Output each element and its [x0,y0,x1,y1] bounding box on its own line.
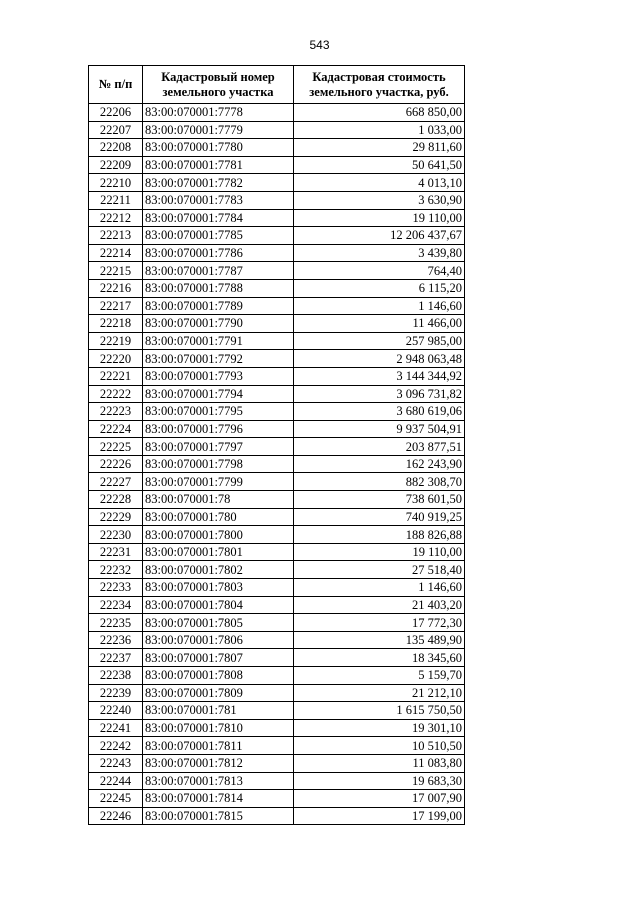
table-row [89,561,465,579]
cadastral-number-cell: 83:00:070001:7809 [143,684,294,702]
cadastral-value-cell: 1 146,60 [294,297,465,315]
cadastral-number-cell: 83:00:070001:7813 [143,772,294,790]
row-number-cell: 22246 [89,807,143,825]
cadastral-number-cell: 83:00:070001:7806 [143,631,294,649]
cadastral-value-cell: 1 615 750,50 [294,702,465,720]
row-number-cell: 22212 [89,209,143,227]
cadastral-value-cell: 21 212,10 [294,684,465,702]
table-row [89,227,465,245]
cadastral-value-cell: 17 007,90 [294,790,465,808]
row-number-cell: 22244 [89,772,143,790]
table-row [89,438,465,456]
row-number-cell: 22218 [89,315,143,333]
row-number-cell: 22224 [89,420,143,438]
row-number-cell: 22232 [89,561,143,579]
row-number-cell: 22231 [89,543,143,561]
cadastral-value-cell: 19 683,30 [294,772,465,790]
cadastral-number-cell: 83:00:070001:7784 [143,209,294,227]
cadastral-value-cell: 1 146,60 [294,579,465,597]
table-row [89,737,465,755]
cadastral-number-cell: 83:00:070001:7807 [143,649,294,667]
table-row [89,526,465,544]
cadastral-value-cell: 18 345,60 [294,649,465,667]
table-row [89,244,465,262]
table-row [89,702,465,720]
row-number-cell: 22227 [89,473,143,491]
row-number-cell: 22221 [89,367,143,385]
cadastral-value-cell: 882 308,70 [294,473,465,491]
row-number-cell: 22225 [89,438,143,456]
row-number-cell: 22233 [89,579,143,597]
table-row [89,473,465,491]
cadastral-number-cell: 83:00:070001:7811 [143,737,294,755]
row-number-cell: 22213 [89,227,143,245]
table-row [89,684,465,702]
cadastral-number-cell: 83:00:070001:7794 [143,385,294,403]
row-number-cell: 22226 [89,455,143,473]
cadastral-number-cell: 83:00:070001:7801 [143,543,294,561]
table-row [89,491,465,509]
cadastral-number-cell: 83:00:070001:7786 [143,244,294,262]
table-row [89,807,465,825]
table-row [89,262,465,280]
cadastral-number-cell: 83:00:070001:7787 [143,262,294,280]
row-number-cell: 22215 [89,262,143,280]
cadastral-number-cell: 83:00:070001:7791 [143,332,294,350]
cadastral-number-cell: 83:00:070001:781 [143,702,294,720]
cadastral-number-cell: 83:00:070001:7812 [143,754,294,772]
cadastral-number-cell: 83:00:070001:7792 [143,350,294,368]
row-number-cell: 22219 [89,332,143,350]
row-number-cell: 22236 [89,631,143,649]
table-row [89,385,465,403]
cadastral-number-cell: 83:00:070001:7780 [143,139,294,157]
row-number-cell: 22228 [89,491,143,509]
cadastral-value-cell: 3 630,90 [294,191,465,209]
table-row [89,420,465,438]
row-number-cell: 22211 [89,191,143,209]
row-number-cell: 22208 [89,139,143,157]
cadastral-number-cell: 83:00:070001:7788 [143,279,294,297]
cadastral-number-cell: 83:00:070001:7793 [143,367,294,385]
table-row [89,719,465,737]
cadastral-value-cell: 3 680 619,06 [294,403,465,421]
cadastral-value-cell: 27 518,40 [294,561,465,579]
header-cadastral-value: Кадастровая стоимость земельного участка, руб. [294,66,465,104]
cadastral-value-cell: 135 489,90 [294,631,465,649]
row-number-cell: 22223 [89,403,143,421]
cadastral-value-cell: 3 144 344,92 [294,367,465,385]
row-number-cell: 22230 [89,526,143,544]
cadastral-number-cell: 83:00:070001:7815 [143,807,294,825]
cadastral-value-cell: 19 110,00 [294,209,465,227]
row-number-cell: 22238 [89,667,143,685]
cadastral-number-cell: 83:00:070001:7797 [143,438,294,456]
cadastral-value-cell: 9 937 504,91 [294,420,465,438]
cadastral-number-cell: 83:00:070001:7808 [143,667,294,685]
cadastral-value-cell: 11 466,00 [294,315,465,333]
row-number-cell: 22206 [89,104,143,122]
cadastral-number-cell: 83:00:070001:7810 [143,719,294,737]
row-number-cell: 22241 [89,719,143,737]
cadastral-number-cell: 83:00:070001:7795 [143,403,294,421]
cadastral-value-cell: 668 850,00 [294,104,465,122]
row-number-cell: 22217 [89,297,143,315]
row-number-cell: 22243 [89,754,143,772]
header-row-number: № п/п [89,66,143,104]
cadastral-value-cell: 21 403,20 [294,596,465,614]
cadastral-number-cell: 83:00:070001:7800 [143,526,294,544]
cadastral-number-cell: 83:00:070001:78 [143,491,294,509]
row-number-cell: 22220 [89,350,143,368]
table-row [89,104,465,122]
row-number-cell: 22207 [89,121,143,139]
cadastral-value-cell: 3 439,80 [294,244,465,262]
cadastral-number-cell: 83:00:070001:7789 [143,297,294,315]
table-row [89,508,465,526]
table-row [89,649,465,667]
cadastral-value-cell: 1 033,00 [294,121,465,139]
row-number-cell: 22242 [89,737,143,755]
table-row [89,209,465,227]
row-number-cell: 22209 [89,156,143,174]
cadastral-value-cell: 203 877,51 [294,438,465,456]
table-row [89,315,465,333]
cadastral-number-cell: 83:00:070001:7796 [143,420,294,438]
cadastral-number-cell: 83:00:070001:7798 [143,455,294,473]
cadastral-value-cell: 17 199,00 [294,807,465,825]
table-row [89,191,465,209]
cadastral-value-cell: 17 772,30 [294,614,465,632]
table-row [89,121,465,139]
table-row [89,156,465,174]
row-number-cell: 22240 [89,702,143,720]
row-number-cell: 22239 [89,684,143,702]
row-number-cell: 22229 [89,508,143,526]
row-number-cell: 22234 [89,596,143,614]
cadastral-number-cell: 83:00:070001:7814 [143,790,294,808]
cadastral-value-cell: 740 919,25 [294,508,465,526]
cadastral-value-cell: 4 013,10 [294,174,465,192]
cadastral-value-cell: 11 083,80 [294,754,465,772]
cadastral-number-cell: 83:00:070001:780 [143,508,294,526]
table-row [89,754,465,772]
header-cadastral-number: Кадастровый номер земельного участка [143,66,294,104]
cadastral-value-cell: 3 096 731,82 [294,385,465,403]
cadastral-number-cell: 83:00:070001:7802 [143,561,294,579]
table-row [89,332,465,350]
cadastral-value-cell: 162 243,90 [294,455,465,473]
table-row [89,772,465,790]
table-row [89,543,465,561]
row-number-cell: 22235 [89,614,143,632]
table-row [89,297,465,315]
page-number: 543 [309,38,330,52]
table-row [89,631,465,649]
cadastral-value-cell: 188 826,88 [294,526,465,544]
cadastral-number-cell: 83:00:070001:7799 [143,473,294,491]
row-number-cell: 22237 [89,649,143,667]
cadastral-number-cell: 83:00:070001:7785 [143,227,294,245]
cadastral-number-cell: 83:00:070001:7804 [143,596,294,614]
table-row [89,579,465,597]
table-row [89,139,465,157]
cadastral-value-cell: 19 301,10 [294,719,465,737]
table-row [89,667,465,685]
table-row [89,403,465,421]
cadastral-value-cell: 50 641,50 [294,156,465,174]
cadastral-value-cell: 29 811,60 [294,139,465,157]
cadastral-value-cell: 5 159,70 [294,667,465,685]
cadastral-value-cell: 12 206 437,67 [294,227,465,245]
table-row [89,279,465,297]
cadastral-number-cell: 83:00:070001:7790 [143,315,294,333]
row-number-cell: 22245 [89,790,143,808]
cadastral-number-cell: 83:00:070001:7779 [143,121,294,139]
table-row [89,614,465,632]
cadastral-value-cell: 257 985,00 [294,332,465,350]
table-row [89,350,465,368]
cadastral-number-cell: 83:00:070001:7782 [143,174,294,192]
cadastral-number-cell: 83:00:070001:7805 [143,614,294,632]
table-row [89,455,465,473]
cadastral-value-cell: 19 110,00 [294,543,465,561]
cadastral-value-cell: 6 115,20 [294,279,465,297]
table-body [89,104,465,825]
table-row [89,596,465,614]
cadastral-number-cell: 83:00:070001:7783 [143,191,294,209]
row-number-cell: 22222 [89,385,143,403]
table-row [89,790,465,808]
row-number-cell: 22210 [89,174,143,192]
cadastral-number-cell: 83:00:070001:7781 [143,156,294,174]
cadastral-value-table [88,65,465,825]
cadastral-value-cell: 738 601,50 [294,491,465,509]
cadastral-value-cell: 2 948 063,48 [294,350,465,368]
cadastral-number-cell: 83:00:070001:7778 [143,104,294,122]
table-row [89,174,465,192]
cadastral-value-cell: 10 510,50 [294,737,465,755]
cadastral-value-cell: 764,40 [294,262,465,280]
table-header-row [89,66,465,104]
row-number-cell: 22216 [89,279,143,297]
cadastral-number-cell: 83:00:070001:7803 [143,579,294,597]
row-number-cell: 22214 [89,244,143,262]
table-row [89,367,465,385]
